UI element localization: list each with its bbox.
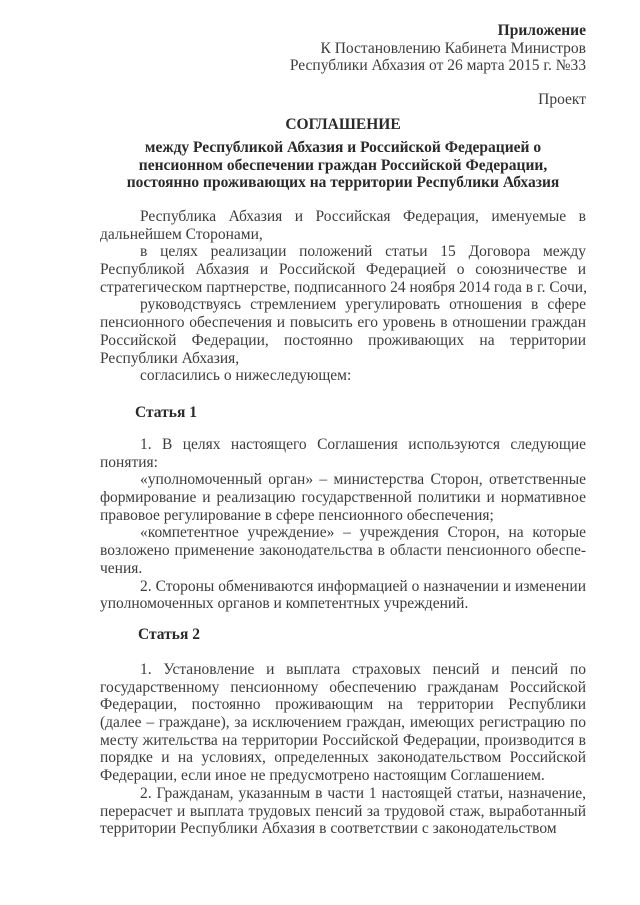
text-line: территории Республики Абхазия в соответствии с законодательством bbox=[100, 820, 557, 838]
text-line: дальнейшем Сторонами, bbox=[100, 225, 263, 243]
preamble bbox=[100, 208, 586, 385]
text-line: 2. Гражданам, указанным в части 1 настоящей статьи, назначение, bbox=[140, 784, 586, 802]
decree-reference: К Постановлению Кабинета Министров bbox=[320, 39, 586, 57]
text-line: государственному пенсионному обеспечению гражданам Российской bbox=[100, 678, 586, 696]
text-line: порядке и на условиях, определенных законодательством Российской bbox=[100, 749, 586, 767]
appendix-label: Приложение bbox=[497, 22, 586, 39]
text-line: согласились о нижеследующем: bbox=[140, 367, 352, 385]
text-line: «компетентное учреждение» – учреждения Сторон, на которые bbox=[140, 524, 586, 542]
text-line: уполномоченных органов и компетентных учреждений. bbox=[100, 595, 469, 613]
text-line: Республики Абхазия, bbox=[100, 349, 240, 367]
text-line: (далее – граждане), за исключением граждан, имеющих регистрацию по bbox=[100, 714, 586, 732]
text-line: стратегическом партнерстве, подписанного 24 ноября 2014 года в г. Сочи, bbox=[100, 278, 587, 296]
decree-reference: Республики Абхазия от 26 марта 2015 г. №33 bbox=[289, 57, 586, 75]
article-1-heading: Статья 1 bbox=[135, 404, 197, 421]
subtitle-line: между Республикой Абхазия и Российской Федерацией о bbox=[144, 139, 542, 156]
article-2-heading: Статья 2 bbox=[138, 626, 200, 643]
document-subtitle bbox=[100, 139, 586, 192]
text-line: месту жительства на территории Российской Федерации, производится в bbox=[100, 731, 586, 749]
article-2-body bbox=[100, 661, 586, 838]
text-line: руководствуясь стремлением урегулировать отношения в сфере bbox=[140, 296, 586, 314]
text-line: чения. bbox=[100, 559, 143, 577]
text-line: 1. В целях настоящего Соглашения используются следующие bbox=[140, 436, 586, 453]
text-line: Республикой Абхазия и Российской Федерацией о союзничестве и bbox=[100, 261, 586, 279]
text-line: перерасчет и выплата трудовых пенсий за трудовой стаж, выработанный bbox=[100, 802, 586, 820]
text-line: Федерации, постоянно проживающим на территории Республики bbox=[100, 696, 586, 714]
document-title: СОГЛАШЕНИЕ bbox=[285, 116, 401, 133]
document-header bbox=[100, 22, 586, 75]
text-line: Российской Федерации, постоянно проживающих на территории bbox=[100, 331, 586, 349]
text-line: в целях реализации положений статьи 15 Договора между bbox=[140, 243, 586, 261]
text-line: пенсионного обеспечения и повысить его уровень в отношении граждан bbox=[100, 314, 586, 332]
text-line: формирование и реализацию государственной политики и нормативное bbox=[100, 489, 586, 507]
text-line: «уполномоченный орган» – министерства Сторон, ответственные bbox=[140, 471, 586, 489]
text-line: Республика Абхазия и Российская Федерация, именуемые в bbox=[140, 208, 586, 225]
subtitle-line: постоянно проживающих на территории Республики Абхазия bbox=[126, 174, 560, 192]
subtitle-line: пенсионном обеспечении граждан Российской Федерации, bbox=[138, 156, 548, 174]
text-line: правовое регулирование в сфере пенсионного обеспечения; bbox=[100, 506, 494, 524]
text-line: понятия: bbox=[100, 453, 158, 471]
article-1-body bbox=[100, 436, 586, 613]
text-line: 1. Установление и выплата страховых пенсий и пенсий по bbox=[140, 661, 586, 678]
text-line: Федерации, если иное не предусмотрено настоящим Соглашением. bbox=[100, 767, 545, 785]
text-line: возложено применение законодательства в области пенсионного обеспе- bbox=[100, 542, 586, 560]
draft-label: Проект bbox=[538, 91, 586, 108]
text-line: 2. Стороны обмениваются информацией о назначении и изменении bbox=[140, 577, 586, 595]
